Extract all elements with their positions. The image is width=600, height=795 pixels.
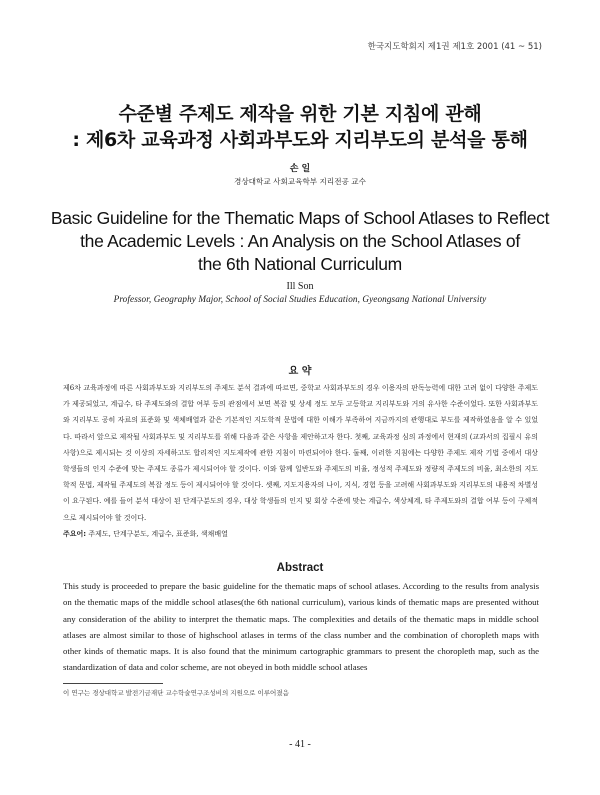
keywords-text: 주제도, 단계구분도, 계급수, 표준화, 색채배열 (88, 530, 228, 538)
page-number: - 41 - (289, 739, 311, 750)
abstract-body: This study is proceeded to prepare the basic guideline for the thematic maps of school atlases. According to the results from analysis on the thematic maps of the middle school atlases(the 6th national curriculum), various kinds of thematic maps are presented without any consideration of the ability to interpret the thematic maps. The complexities and details of the thematic maps in middle school atlases are almost similar to those of highschool atlases in terms of the class number and the combination of choropleth maps with other kinds of thematic maps. It is also found that the minimum cartographic grammars to present the choropleth map, such as the standardization of data and color scheme, are not obeyed in both middle school atlases (63, 581, 539, 673)
english-title-line-3: the 6th National Curriculum (198, 254, 402, 274)
abstract-heading: Abstract (276, 562, 324, 574)
korean-summary-heading: 요 약 (288, 366, 312, 377)
keywords-label: 주요어: (63, 530, 87, 538)
korean-affiliation: 경상대학교 사회교육학부 지리전공 교수 (234, 177, 366, 186)
english-title-line-2: the Academic Levels : An Analysis on the School Atlases of (80, 231, 520, 251)
english-author: Ill Son (286, 281, 314, 292)
english-affiliation: Professor, Geography Major, School of Social Studies Education, Gyeongsang National University (113, 294, 487, 304)
footnote-divider (63, 683, 163, 684)
english-title-line-1: Basic Guideline for the Thematic Maps of School Atlases to Reflect (50, 208, 550, 228)
korean-title-line-2: : 제6차 교육과정 사회과부도와 지리부도의 분석을 통해 (72, 129, 528, 151)
keywords-line (63, 529, 538, 539)
journal-header: 한국지도학회지 제1권 제1호 2001 (41 ~ 51) (367, 42, 542, 52)
korean-author: 손 일 (289, 164, 311, 174)
korean-summary-body: 제6차 교육과정에 따른 사회과부도와 지리부도의 주제도 분석 결과에 따르면, 중학교 사회과부도의 경우 이용자의 판독능력에 대한 고려 없이 다양한 주제도가 제공되었고, 계급수, 타 주제도와의 결합 여부 등의 관점에서 보면 복잡 및 상세 정도 모두 고등학교 지리부도와 거의 유사한 수준이었다. 또한 사회과부도와 지리부도 공히 자료의 표준화 및 색체배열과 같은 기본적인 지도학적 문법에 대한 이해가 부족하여 지금까지의 관행대로 부도를 제작하였음을 알 수 있었다. 따라서 앞으로 제작될 사회과부도 및 지리부도를 위해 다음과 같은 사항을 제안하고자 한다. 첫째, 교육과정 심의 과정에서 현재의 (교과서의 집필시 유의사항)으로 제시되는 것 이상의 자세하고도 합리적인 지도제작에 관한 지침이 마련되어야 한다. 둘째, 이러한 지침에는 다양한 주제도 제작 기법 중에서 대상 학생들의 인지 수준에 맞는 주제도 종류가 제시되어야 할 것이다. 이와 함께 일반도와 주제도의 비율, 정성적 주제도와 정량적 주제도의 비율, 최소한의 지도학적 문법, 제작될 주제도의 복잡 정도 등이 제시되어야 할 것이다. 셋째, 지도지용자의 나이, 지식, 경험 등을 고려해 사회과부도와 지리부도의 내용적 차별성이 요구된다. 예를 들어 분석 대상이 된 단계구분도의 경우, 대상 학생들의 인지 및 회상 수준에 맞는 계급수, 색상체계, 타 주제도와의 결합 여부 등이 구체적으로 제시되어야 할 것이다. (63, 384, 538, 522)
footnote: 이 연구는 경상대학교 발전기금재단 교수학술연구조성비의 지원으로 이루어졌음 (63, 689, 289, 697)
korean-title-line-1: 수준별 주제도 제작을 위한 기본 지침에 관해 (118, 103, 482, 125)
